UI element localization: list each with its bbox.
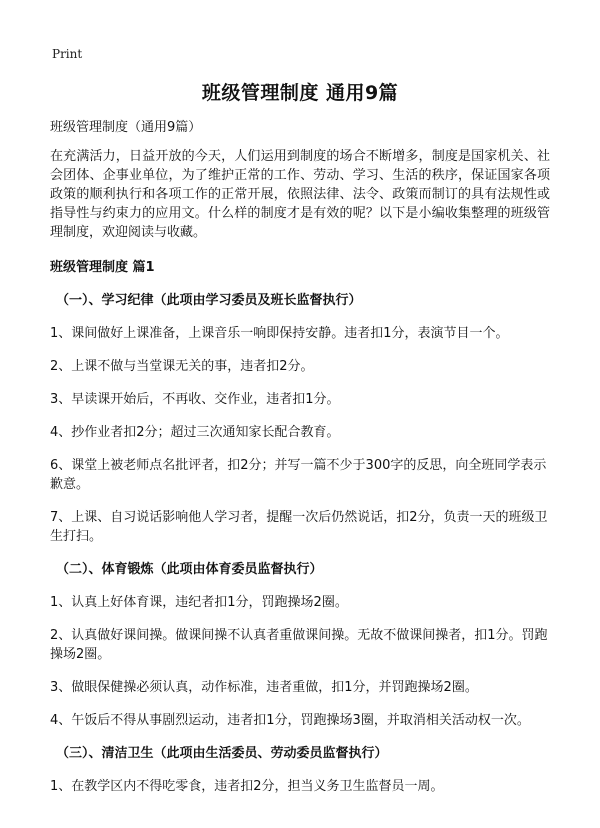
- rule-item: 2、认真做好课间操。做课间操不认真者重做课间操。无故不做课间操者，扣1分。罚跑操场2圈。: [50, 628, 548, 662]
- part-heading: （一）、学习纪律（此项由学习委员及班长监督执行）: [56, 293, 362, 308]
- rule-item: 7、上课、自习说话影响他人学习者，提醒一次后仍然说话，扣2分，负责一天的班级卫生打扫。: [50, 510, 548, 544]
- rule-item: 1、课间做好上课准备，上课音乐一响即保持安静。违者扣1分，表演节目一个。: [50, 326, 509, 341]
- section-title: 班级管理制度 篇1: [50, 260, 155, 275]
- print-link[interactable]: Print: [52, 47, 83, 61]
- page-title: 班级管理制度 通用9篇: [201, 82, 399, 104]
- rule-item: 3、做眼保健操必须认真，动作标准，违者重做，扣1分，并罚跑操场2圈。: [50, 680, 478, 695]
- rule-item: 1、在教学区内不得吃零食，违者扣2分，担当义务卫生监督员一周。: [50, 779, 444, 794]
- rule-item: 2、上课不做与当堂课无关的事，违者扣2分。: [50, 359, 314, 374]
- rule-item: 6、课堂上被老师点名批评者，扣2分；并写一篇不少于300字的反思，向全班同学表示歉意。: [50, 458, 547, 492]
- rule-item: 4、抄作业者扣2分；超过三次通知家长配合教育。: [50, 425, 340, 440]
- rule-item: 3、早读课开始后，不再收、交作业，违者扣1分。: [50, 392, 340, 407]
- document-subtitle: 班级管理制度（通用9篇）: [50, 120, 202, 135]
- part-heading: （三）、清洁卫生（此项由生活委员、劳动委员监督执行）: [56, 746, 388, 761]
- document-body: [50, 118, 550, 810]
- rule-item: 4、午饭后不得从事剧烈运动，违者扣1分，罚跑操场3圈，并取消相关活动权一次。: [50, 713, 530, 728]
- rule-item: 1、认真上好体育课，违纪者扣1分，罚跑操场2圈。: [50, 595, 348, 610]
- intro-paragraph: 在充满活力，日益开放的今天，人们运用到制度的场合不断增多，制度是国家机关、社会团体、企事业单位，为了维护正常的工作、劳动、学习、生活的秩序，保证国家各项政策的顺利执行和各项工作的正常开展，依照法律、法令、政策而制订的具有法规性或指导性与约束力的应用文。什么样的制度才是有效的呢？以下是小编收集整理的班级管理制度，欢迎阅读与收藏。: [50, 149, 550, 240]
- part-heading: （二）、体育锻炼（此项由体育委员监督执行）: [56, 562, 323, 577]
